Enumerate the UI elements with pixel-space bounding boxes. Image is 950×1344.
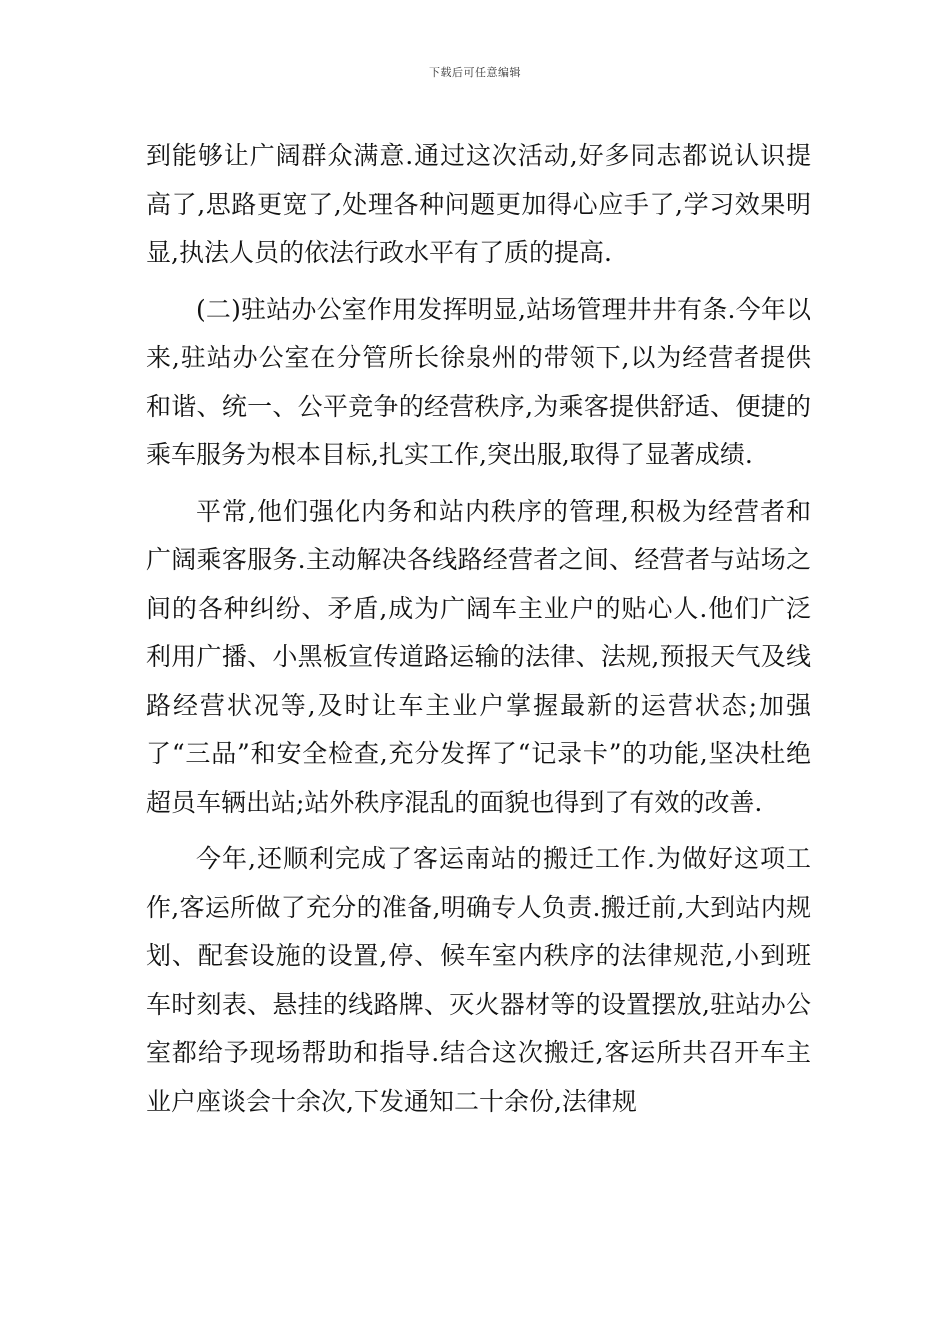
paragraph-1: 到能够让广阔群众满意.通过这次活动,好多同志都说认识提高了,思路更宽了,处理各种问题更加得心应手了,学习效果明显,执法人员的依法行政水平有了质的提高.	[146, 141, 811, 267]
page-header: 下载后可任意编辑	[429, 66, 521, 79]
paragraph-2: (二)驻站办公室作用发挥明显,站场管理井井有条.今年以来,驻站办公室在分管所长徐泉州的带领下,以为经营者提供和谐、统一、公平竞争的经营秩序,为乘客提供舒适、便捷的乘车服务为根本目标,扎实工作,突出服,取得了显著成绩.	[146, 294, 811, 469]
paragraph-3: 平常,他们强化内务和站内秩序的管理,积极为经营者和广阔乘客服务.主动解决各线路经营者之间、经营者与站场之间的各种纠纷、矛盾,成为广阔车主业户的贴心人.他们广泛利用广播、小黑板宣传道路运输的法律、法规,预报天气及线路经营状况等,及时让车主业户掌握最新的运营状态;加强了“三品”和安全检查,充分发挥了“记录卡”的功能,坚决杜绝超员车辆出站;站外秩序混乱的面貌也得到了有效的改善.	[146, 496, 811, 817]
document-body	[146, 132, 811, 1134]
paragraph-4: 今年,还顺利完成了客运南站的搬迁工作.为做好这项工作,客运所做了充分的准备,明确专人负责.搬迁前,大到站内规划、配套设施的设置,停、候车室内秩序的法律规范,小到班车时刻表、悬挂的线路牌、灭火器材等的设置摆放,驻站办公室都给予现场帮助和指导.结合这次搬迁,客运所共召开车主业户座谈会十余次,下发通知二十余份,法律规	[146, 844, 811, 1116]
